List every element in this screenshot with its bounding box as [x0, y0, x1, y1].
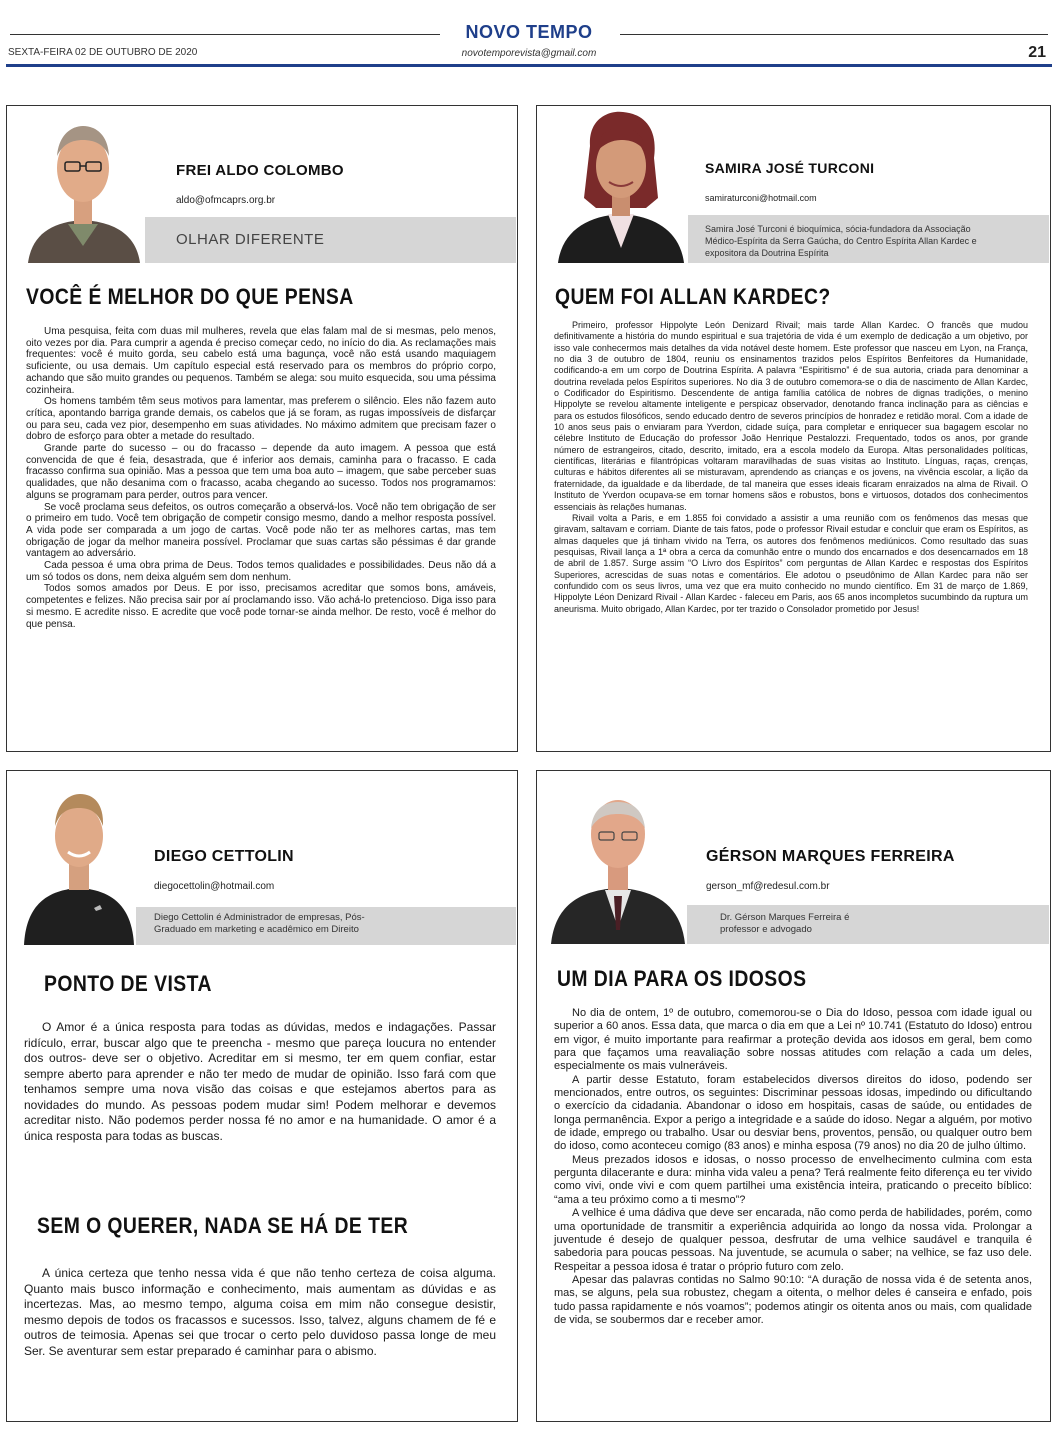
author-email: gerson_mf@redesul.com.br [706, 881, 830, 892]
article-body [554, 320, 1028, 615]
paragraph: Todos somos amados por Deus. E por isso, precisamos acreditar que somos bons, amáveis, competentes e felizes. Não precisa sair por aí proclamando isso. Vão achá-lo pretencioso. Diga isso para si mesmo. E acredite nisso. E acredite que você pode tornar-se ainda melhor. De resto, você é melhor do que pensa. [26, 583, 496, 630]
author-photo-turconi [554, 106, 688, 263]
author-photo-cettolin [22, 780, 136, 945]
paragraph: O Amor é a única resposta para todas as dúvidas, medos e indagações. Passar ridículo, errar, buscar algo que te preencha - mesmo que pareça loucura no entender dos outros- deve ser o objetivo. Acreditar em si mesmo, ter em quem confiar, estar sempre aberto para aprender e não ter medo de mudar de opinião. Isso fará com que tenhamos sempre uma nova visão das coisas e que estejamos abertos para as novidades do mundo. As pessoas podem mudar sim! Podem melhorar e devemos acreditar nisto. Não podemos perder nossa fé no amor e na humanidade. O amor é a única resposta para todas as buscas. [24, 1020, 496, 1143]
article-headline: PONTO DE VISTA [44, 971, 212, 996]
masthead-underline [6, 64, 1052, 67]
author-bio: Diego Cettolin é Administrador de empresas, Pós-Graduado em marketing e acadêmico em Direito [154, 912, 365, 935]
article-headline-secondary: SEM O QUERER, NADA SE HÁ DE TER [37, 1213, 409, 1238]
article-body-secondary [24, 1266, 496, 1359]
author-photo-colombo [22, 106, 145, 263]
paragraph: Primeiro, professor Hippolyte León Denizard Rivail; mais tarde Allan Kardec. O francês que mudou definitivamente a história do mundo espiritual e sua trajetória de vida é um exemplo de dedicação a um objetivo, por isso vale conhecermos mais detalhes da vida notável deste homem. Este professor que nasceu em Lyon, na França, no dia 3 de outubro de 1804, reuniu os ensinamentos trazidos pelos Espíritos Benfeitores da Humanidade, codificando-a em um corpo de Doutrina Espírita. A palavra “Espiritismo” é de sua autoria, criada para denominar a doutrina revelada pelos Espíritos superiores. No dia 3 de outubro comemora-se o dia de nascimento de Allan Kardec, o Codificador do Espiritismo. Descendente de antiga família católica de nobres de dignas tradições, o menino Hippolyte se revelou altamente inteligente e perspicaz observador, denotando franca inclinação para as ciências e para os estudos filosóficos, sendo educado dentro de severos princípios de honradez e retidão moral. Com a idade de 10 anos seus pais o enviaram para Yverdon, cidade suíça, para completar e enriquecer sua bagagem escolar no célebre Instituto de Educação do professor João Henrique Pestalozzi. Frequentado, todos os anos, por grande número de estrangeiros, citado, descrito, imitado, era a escola modelo da Europa. Altas personalidades políticas, científicas, literárias e filantrópicas voltaram maravilhadas de suas visitas ao Instituto. Línguas, raças, crenças, culturas e hábitos diferentes ali se misturavam, aprendendo as crianças e os jovens, na vivência escolar, a lição da fraternidade, da igualdade e da liberdade, de tal maneira que esses ideais ficaram enraizados na alma de Rivail. O Instituto de Yverdon ocupava-se em tornar homens sãos e robustos, bons e virtuosos, dotados dos conhecimentos essenciais às relações humanas. [554, 320, 1028, 512]
article-headline: QUEM FOI ALLAN KARDEC? [555, 284, 831, 309]
issue-date: SEXTA-FEIRA 02 DE OUTUBRO DE 2020 [8, 47, 198, 58]
paragraph: Rivail volta a Paris, e em 1.855 foi convidado a assistir a uma reunião com os fenômenos das mesas que giravam, saltavam e corriam. Diante de tais fatos, pode o professor Rivail estudar e concluir que eram os Espíritos, as almas daqueles que já tinham vivido na Terra, os autores dos fenômenos mediúnicos. Como resultado das suas pesquisas, Rivail lança a 1ª obra a cerca da comunhão entre o mundo dos encarnados e dos desencarnados em 18 de abril de 1.857. Surge assim “O Livro dos Espíritos” com perguntas de Allan Kardec e respostas dos Espíritos Superiores, acrescidas de suas notas e comentários. Ele adotou o pseudônimo de Allan Kardec para não ser confundido com os seus livros, uma vez que era muito conhecido no mundo científico. Em 31 de março de 1.869, Hippolyte Léon Denizard Rivail - Allan Kardec - faleceu em Paris, aos 65 anos incompletos sucumbindo da ruptura um aneurisma. Muito obrigado, Allan Kardec, por ter trazido o Consolador prometido por Jesus! [554, 512, 1028, 614]
author-name: SAMIRA JOSÉ TURCONI [705, 160, 875, 176]
paragraph: No dia de ontem, 1º de outubro, comemorou-se o Dia do Idoso, pessoa com idade igual ou superior a 60 anos. Essa data, que marca o dia em que a Lei nº 10.741 (Estatuto do Idoso) entrou em vigor, é muito importante para reafirmar a proteção devida aos idosos em geral, bem como para que façamos uma reavaliação sobre nossas atitudes com relação a cada um deles, especialmente os mais vulneráveis. [554, 1007, 1032, 1073]
author-bio: Samira José Turconi é bioquímica, sócia-fundadora da Associação Médico-Espírita da Serra Gaúcha, do Centro Espírita Allan Kardec e expositora da Doutrina Espírita [705, 224, 977, 258]
paragraph: A única certeza que tenho nessa vida é que não tenho certeza de coisa alguma. Quanto mais busco informação e conhecimento, mais aumentam as dúvidas e as incertezas. Mas, ao mesmo tempo, alguma coisa em mim não consegue desistir, mesmo depois de todos os fracassos e sucessos. Isso, talvez, alguns chamem de fé e outros de teimosia. Apenas sei que trocar o certo pelo duvidoso passa longe de meu Ser. Se aventurar sem estar preparado é caminhar para o abismo. [24, 1266, 496, 1358]
article-body [24, 1020, 496, 1144]
author-name: DIEGO CETTOLIN [154, 848, 294, 865]
paragraph: Os homens também têm seus motivos para lamentar, mas preferem o silêncio. Eles não fazem auto crítica, apontando barriga grande demais, os cabelos que já se foram, as rugas impossíveis de disfarçar ou para seu, cada vez pior, desempenho em suas atividades. No máximo admitem que precisam fazer o dobro de esforço para obter a metade do resultado. [26, 396, 496, 443]
author-name: GÉRSON MARQUES FERREIRA [706, 848, 955, 865]
paragraph: Apesar das palavras contidas no Salmo 90:10: “A duração de nossa vida é de setenta anos, mas, se alguns, pela sua robustez, chegam a oitenta, o melhor deles é canseira e enfado, pois tudo passa rapidamente e nós voamos”; podemos atingir os oitenta anos ou mais, com qualidade de vida, se soubermos dar e receber amor. [554, 1273, 1032, 1326]
paragraph: Uma pesquisa, feita com duas mil mulheres, revela que elas falam mal de si mesmas, pelo menos, oito vezes por dia. Para cumprir a agenda é preciso começar cedo, no início do dia. As reclamações mais frequentes: você é muito gorda, seu cabelo está uma bagunça, você não está usando maquiagem suficiente, ou usa demais. Um capítulo especial está reservado para os membros do próprio corpo, achando que são muito grandes ou pequenos. Também se alega: sou muito esquecida, sou uma péssima cozinheira. [26, 326, 496, 396]
author-photo-ferreira [549, 778, 687, 944]
author-email: aldo@ofmcaprs.org.br [176, 195, 276, 206]
article-headline: VOCÊ É MELHOR DO QUE PENSA [26, 284, 354, 309]
paragraph: Meus prezados idosos e idosas, o nosso processo de envelhecimento culmina com esta pergunta dilacerante e dura: minha vida valeu a pena? Terá realmente feito diferença eu ter vivido como vivi, onde vivi e com quem partilhei uma existência inteira, praticando o preceito bíblico: “ama a teu próximo como a ti mesmo”? [554, 1153, 1032, 1206]
masthead [0, 0, 1058, 70]
author-email: samiraturconi@hotmail.com [705, 193, 817, 203]
author-bio: Dr. Gérson Marques Ferreira é professor e advogado [720, 912, 850, 935]
article-body [554, 1007, 1032, 1327]
paragraph: Grande parte do sucesso – ou do fracasso – depende da auto imagem. A pessoa que está convencida de que é feia, desastrada, que é inferior aos demais, caminha para o fracasso. E cada fracasso confirma sua opinião. Mas a pessoa que tem uma boa auto – imagem, que sabe perceber suas qualidades, que não desanima com o fracasso, acaba chegando ao sucesso. Todos nos programamos: alguns se programam para perder, outros para vencer. [26, 443, 496, 501]
newspaper-email: novotemporevista@gmail.com [461, 48, 597, 59]
paragraph: A partir desse Estatuto, foram estabelecidos diversos direitos do idoso, podendo ser mencionados, entre outros, os seguintes: Discriminar pessoas idosas, impedindo ou dificultando o exercício da cidadania. Abandonar o idoso em hospitais, casas de saúde, ou entidades de longa permanência. Expor a perigo a integridade e a saúde do idoso. Negar a alguém, por motivo de idade, emprego ou trabalho. Usar ou desviar bens, proventos, pensão, ou qualquer outro bem do idoso, como aconteceu comigo (83 anos) e minha esposa (79 anos) no dia 20 de julho último. [554, 1073, 1032, 1153]
newspaper-title: NOVO TEMPO [465, 22, 593, 42]
column-name: OLHAR DIFERENTE [176, 231, 325, 248]
author-name: FREI ALDO COLOMBO [176, 162, 344, 179]
article-body [26, 326, 496, 630]
article-headline: UM DIA PARA OS IDOSOS [557, 966, 807, 991]
page-number: 21 [1028, 44, 1046, 61]
paragraph: A velhice é uma dádiva que deve ser encarada, não como perda de habilidades, porém, como uma oportunidade de transmitir a experiência adquirida ao longo da nossa vida. Prolongar a juventude é desejo de qualquer pessoa, desfrutar de uma velhice saudável e tranquila é sabedoria para poucas pessoas. Na juventude, se acumula o saber; na velhice, se faz uso dele. Respeitar a pessoa idosa é tratar o próprio futuro com zelo. [554, 1207, 1032, 1273]
paragraph: Cada pessoa é uma obra prima de Deus. Todos temos qualidades e possibilidades. Deus não dá a um só todos os dons, nem deixa alguém sem dom nenhum. [26, 560, 496, 583]
paragraph: Se você proclama seus defeitos, os outros começarão a observá-los. Você não tem obrigação de ser o primeiro em tudo. Você tem obrigação de competir consigo mesmo, dando a melhor resposta possível. A vida pode ser comparada a um jogo de cartas. Você pode não ter as melhores cartas, mas tem obrigação de jogar da melhor maneira possível. Proclamar que suas cartas são péssimas é dar grande vantagem ao adversário. [26, 501, 496, 560]
author-email: diegocettolin@hotmail.com [154, 881, 275, 892]
